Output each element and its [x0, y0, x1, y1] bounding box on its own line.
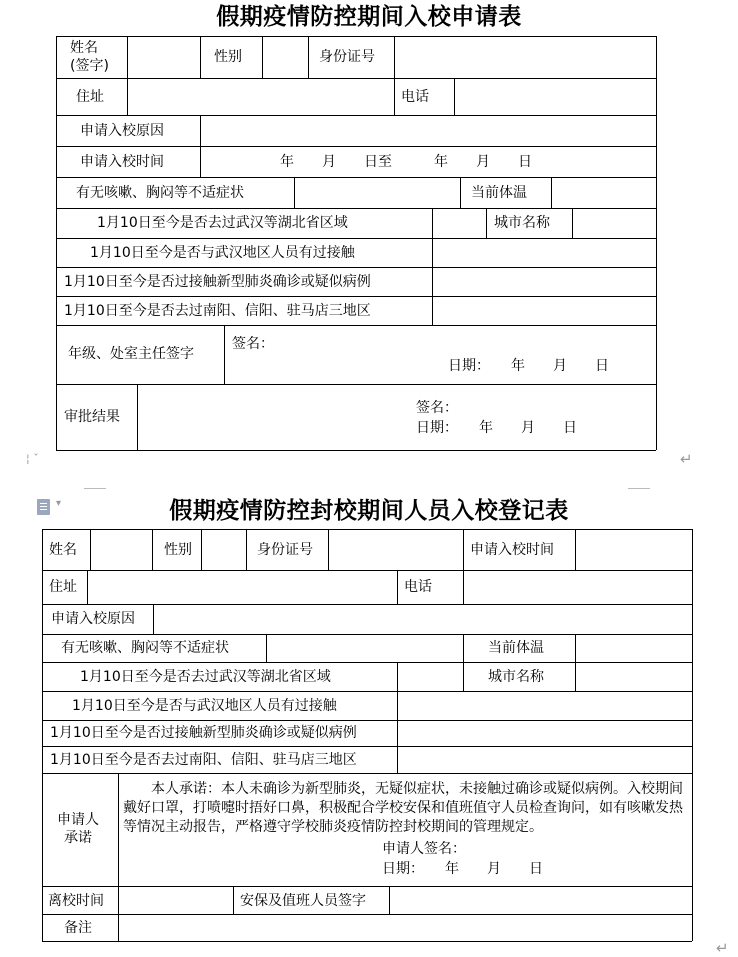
form2-name-label: 姓名 [49, 542, 77, 558]
form1-director-date: 日期： 年 月 日 [448, 358, 609, 374]
form1-question-wuhan-contact: 1月10日至今是否与武汉地区人员有过接触 [90, 245, 355, 261]
form2-reason-label: 申请入校原因 [51, 611, 135, 627]
form2-phone-label: 电话 [404, 579, 432, 595]
form2-pledge-text: 本人承诺：本人未确诊为新型肺炎，无疑似症状，未接触过确诊或疑似病例。入校期间戴好口罩，打喷嚏时捂好口鼻，积极配合学校安保和值班值守人员检查询问，如有咳嗽发热等情况主动报告，严格遵守学校肺炎疫情防控封校期间的管理规定。 [123, 781, 683, 835]
form1-name-sign-note: (签字) [70, 58, 109, 74]
form1-name-label: 姓名 [70, 40, 98, 56]
form1-question-hubei: 1月10日至今是否去过武汉等湖北省区域 [97, 215, 348, 231]
form2-question-wuhan-contact: 1月10日至今是否与武汉地区人员有过接触 [72, 698, 337, 714]
form2-pledge-label-2: 承诺 [64, 830, 92, 846]
form1-symptoms-label: 有无咳嗽、胸闷等不适症状 [76, 185, 244, 201]
form2-symptoms-label: 有无咳嗽、胸闷等不适症状 [61, 640, 229, 656]
form1-question-case-contact: 1月10日至今是否过接触新型肺炎确诊或疑似病例 [64, 274, 371, 290]
form2-city-label: 城市名称 [488, 669, 544, 685]
form2-question-three-regions: 1月10日至今是否去过南阳、信阳、驻马店三地区 [50, 752, 357, 768]
form1-gender-label: 性别 [214, 49, 242, 65]
form2-id-label: 身份证号 [257, 542, 313, 558]
form1-city-label: 城市名称 [494, 215, 550, 231]
form1-director-sign: 签名： [232, 336, 274, 352]
chevron-down-icon[interactable]: ▾ [56, 498, 62, 509]
form2-question-hubei: 1月10日至今是否去过武汉等湖北省区域 [80, 669, 331, 685]
form1-temperature-label: 当前体温 [471, 185, 527, 201]
form1-director-label: 年级、处室主任签字 [68, 346, 194, 362]
form1-time-template: 年 月 日至 年 月 日 [280, 154, 532, 170]
form2-temperature-label: 当前体温 [488, 640, 544, 656]
form1-approval-date: 日期： 年 月 日 [416, 420, 577, 436]
form2-pledge-date: 日期： 年 月 日 [382, 861, 543, 877]
paragraph-mark-icon: ↵ [680, 450, 693, 468]
text-cursor-mark: ¦ ˇ [26, 452, 39, 465]
form1-phone-label: 电话 [401, 89, 429, 105]
form1-question-three-regions: 1月10日至今是否去过南阳、信阳、驻马店三地区 [64, 303, 371, 319]
form2-security-sign-label: 安保及值班人员签字 [240, 893, 366, 909]
form1-id-label: 身份证号 [319, 49, 375, 65]
form2-gender-label: 性别 [164, 542, 192, 558]
form2-pledge-label: 申请人 [57, 812, 99, 828]
form2-time-label: 申请入校时间 [470, 542, 554, 558]
form1-approval-sign: 签名： [416, 400, 458, 416]
form1-approval-label: 审批结果 [64, 409, 120, 425]
form1-time-label: 申请入校时间 [80, 154, 164, 170]
form1-address-label: 住址 [76, 89, 104, 105]
form2-remarks-label: 备注 [64, 920, 92, 936]
form2-title: 假期疫情防控封校期间人员入校登记表 [169, 498, 569, 524]
form2-leave-time-label: 离校时间 [48, 893, 104, 909]
form2-address-label: 住址 [49, 579, 77, 595]
form1-title: 假期疫情防控期间入校申请表 [216, 4, 522, 30]
paragraph-mark-icon: ↵ [716, 939, 729, 957]
form2-question-case-contact: 1月10日至今是否过接触新型肺炎确诊或疑似病例 [50, 725, 357, 741]
form1-reason-label: 申请入校原因 [80, 123, 164, 139]
form2-pledge-sign: 申请人签名： [382, 841, 466, 857]
